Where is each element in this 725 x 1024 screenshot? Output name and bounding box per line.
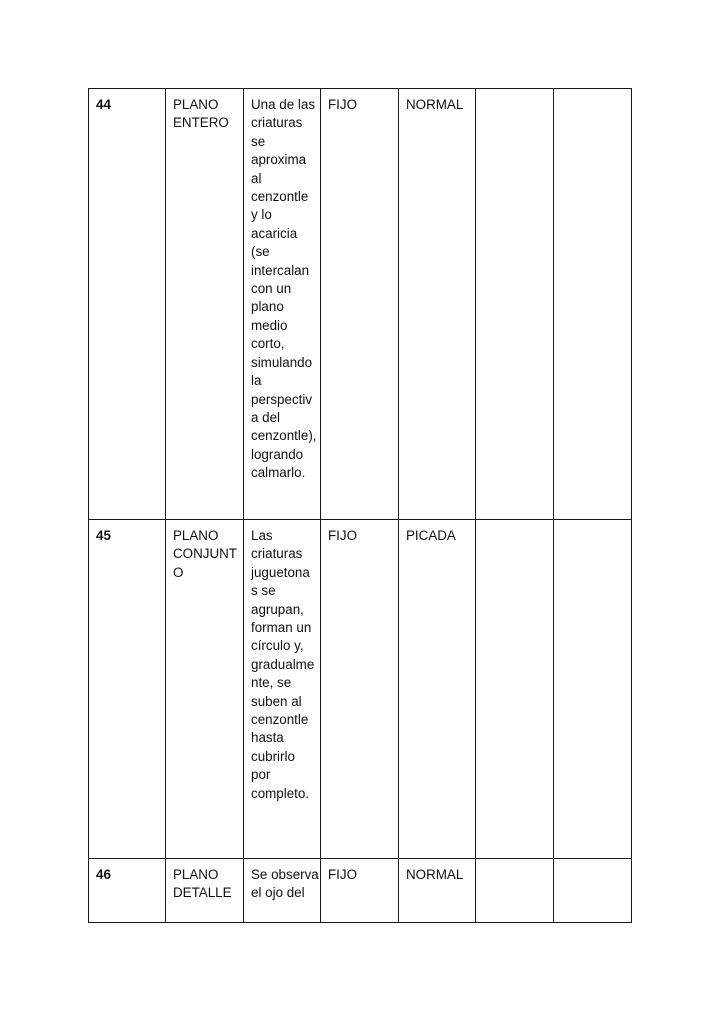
description-line: completo. (251, 785, 310, 801)
description-line: y lo (251, 207, 272, 223)
description-line: perspectiv (251, 391, 313, 407)
description-line: cenzontle (251, 189, 309, 205)
description-line: al (251, 170, 262, 186)
description-cell (244, 859, 321, 923)
description-line: a del (251, 409, 281, 425)
shot-type-line: O (173, 564, 184, 580)
description-line: criaturas (251, 546, 303, 562)
empty-cell (476, 89, 554, 520)
shot-type-line: PLANO (173, 97, 219, 112)
table-row (89, 89, 632, 520)
description-line: cenzontle (251, 712, 309, 728)
empty-cell (554, 89, 632, 520)
shot-type-line: CONJUNT (173, 546, 237, 562)
shot-type-cell (166, 89, 244, 520)
shot-number-cell: 44 (89, 89, 166, 520)
shot-type-line: ENTERO (173, 115, 229, 131)
description-line: calmarlo. (251, 465, 306, 481)
description-line: plano (251, 299, 284, 315)
shot-number-cell: 46 (89, 859, 166, 923)
camera-movement-cell: FIJO (321, 859, 399, 923)
description-line: corto, (251, 336, 285, 352)
description-line: aproxima (251, 152, 307, 168)
description-line: cenzontle), (251, 428, 317, 444)
shot-type-line: DETALLE (173, 885, 232, 901)
description-line: medio (251, 317, 288, 333)
description-line: Las (251, 528, 273, 543)
description-line: logrando (251, 446, 304, 462)
description-line: juguetona (251, 564, 310, 580)
description-line: nte, se (251, 675, 292, 691)
table-row (89, 859, 632, 923)
table-row (89, 520, 632, 859)
storyboard-table (88, 88, 632, 923)
shot-type-cell (166, 859, 244, 923)
description-line: hasta (251, 730, 284, 746)
shot-type-line: PLANO (173, 528, 219, 543)
empty-cell (554, 859, 632, 923)
description-line: círculo y, (251, 638, 304, 654)
description-line: agrupan, (251, 601, 304, 617)
camera-movement-cell: FIJO (321, 89, 399, 520)
description-line: simulando (251, 354, 313, 370)
description-cell (244, 520, 321, 859)
description-line: el ojo del (251, 885, 305, 901)
description-line: cubrirlo (251, 748, 295, 764)
description-line: criaturas (251, 115, 303, 131)
description-line: por (251, 767, 271, 783)
camera-angle-cell: PICADA (399, 520, 476, 859)
description-cell (244, 89, 321, 520)
description-line: gradualme (251, 656, 315, 672)
description-line: forman un (251, 620, 312, 636)
description-line: acaricia (251, 225, 298, 241)
camera-angle-cell: NORMAL (399, 89, 476, 520)
description-line: Se observa (251, 867, 319, 882)
description-line: intercalan (251, 262, 310, 278)
empty-cell (476, 520, 554, 859)
description-line: Una de las (251, 97, 316, 112)
shot-type-line: PLANO (173, 867, 219, 882)
description-line: con un (251, 281, 292, 297)
empty-cell (476, 859, 554, 923)
shot-type-cell (166, 520, 244, 859)
description-line: suben al (251, 693, 302, 709)
description-line: (se (251, 244, 270, 260)
description-line: s se (251, 583, 276, 599)
shot-number-cell: 45 (89, 520, 166, 859)
empty-cell (554, 520, 632, 859)
description-line: la (251, 373, 262, 389)
camera-angle-cell: NORMAL (399, 859, 476, 923)
camera-movement-cell: FIJO (321, 520, 399, 859)
description-line: se (251, 133, 266, 149)
